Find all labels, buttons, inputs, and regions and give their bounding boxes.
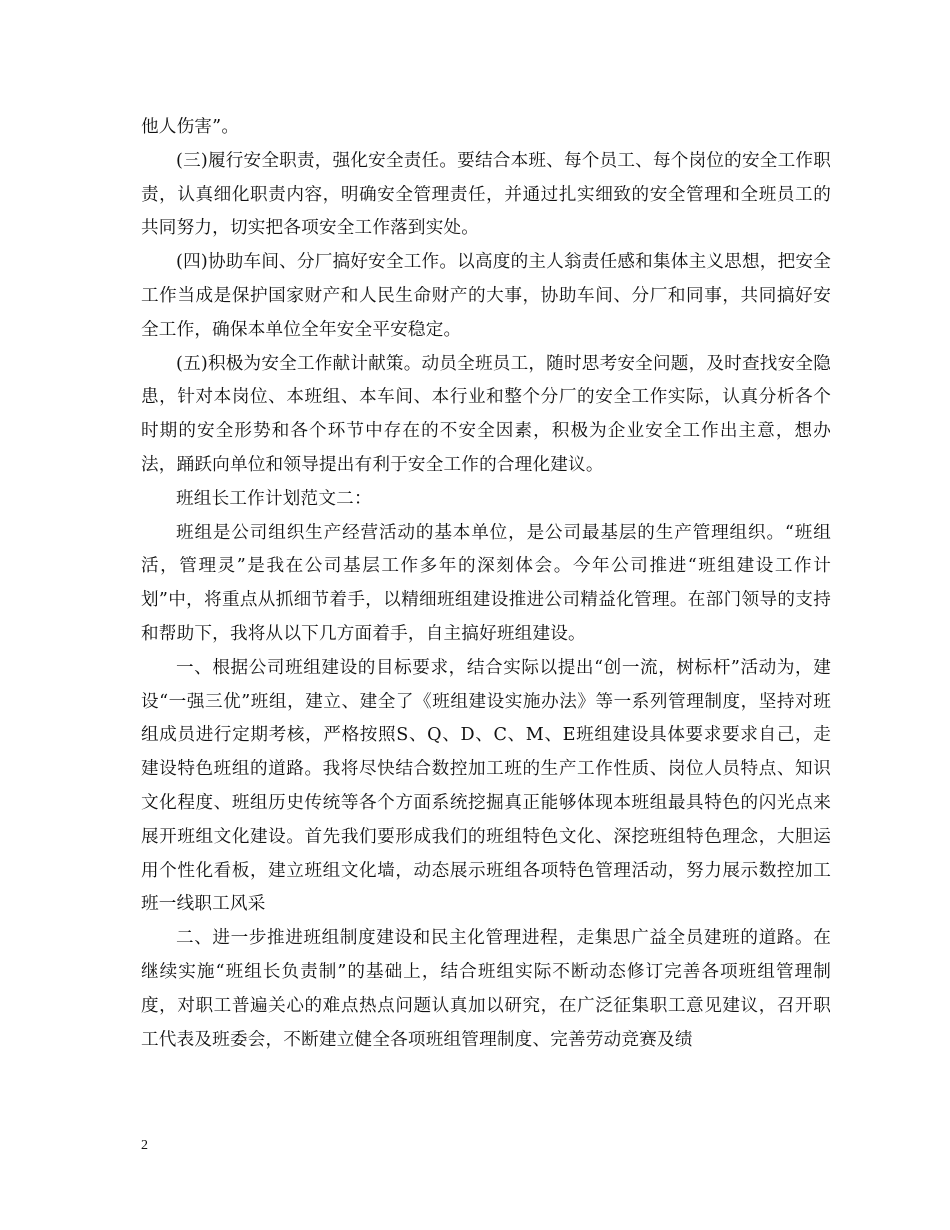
- page-number: 2: [141, 1138, 148, 1153]
- paragraph: 他人伤害”。: [141, 117, 240, 137]
- paragraph: 班组是公司组织生产经营活动的基本单位，是公司最基层的生产管理组织。“班组活，管理灵”是我在公司基层工作多年的深刻体会。今年公司推进“班组建设工作计划”中，将重点从抓细节着手，以精细班组建设推进公司精益化管理。在部门领导的支持和帮助下，我将从以下几方面着手，自主搞好班组建设。: [141, 522, 831, 644]
- paragraph: 二、进一步推进班组制度建设和民主化管理进程，走集思广益全员建班的道路。在继续实施“班组长负责制”的基础上，结合班组实际不断动态修订完善各项班组管理制度，对职工普遍关心的难点热点问题认真加以研究，在广泛征集职工意见建议，召开职工代表及班委会，不断建立健全各项班组管理制度、完善劳动竞赛及绩: [141, 928, 831, 1050]
- paragraph: 一、根据公司班组建设的目标要求，结合实际以提出“创一流，树标杆”活动为，建设“一强三优”班组，建立、建全了《班组建设实施办法》等一系列管理制度，坚持对班组成员进行定期考核，严格按照S、Q、D、C、M、E班组建设具体要求要求自己，走建设特色班组的道路。我将尽快结合数控加工班的生产工作性质、岗位人员特点、知识文化程度、班组历史传统等各个方面系统挖掘真正能够体现本班组最具特色的闪光点来展开班组文化建设。首先我们要形成我们的班组特色文化、深挖班组特色理念，大胆运用个性化看板，建立班组文化墙，动态展示班组各项特色管理活动，努力展示数控加工班一线职工风采: [141, 657, 831, 915]
- paragraph: (四)协助车间、分厂搞好安全工作。以高度的主人翁责任感和集体主义思想，把安全工作当成是保护国家财产和人民生命财产的大事，协助车间、分厂和同事，共同搞好安全工作，确保本单位全年安全平安稳定。: [141, 252, 831, 340]
- paragraph: (三)履行安全职责，强化安全责任。要结合本班、每个员工、每个岗位的安全工作职责，认真细化职责内容，明确安全管理责任，并通过扎实细致的安全管理和全班员工的共同努力，切实把各项安全工作落到实处。: [141, 150, 831, 239]
- document-body: [141, 111, 831, 1057]
- section-heading: 班组长工作计划范文二：: [176, 488, 372, 509]
- paragraph: (五)积极为安全工作献计献策。动员全班员工，随时思考安全问题，及时查找安全隐患，针对本岗位、本班组、本车间、本行业和整个分厂的安全工作实际，认真分析各个时期的安全形势和各个环节中存在的不安全因素，积极为企业安全工作出主意，想办法，踊跃向单位和领导提出有利于安全工作的合理化建议。: [141, 353, 831, 475]
